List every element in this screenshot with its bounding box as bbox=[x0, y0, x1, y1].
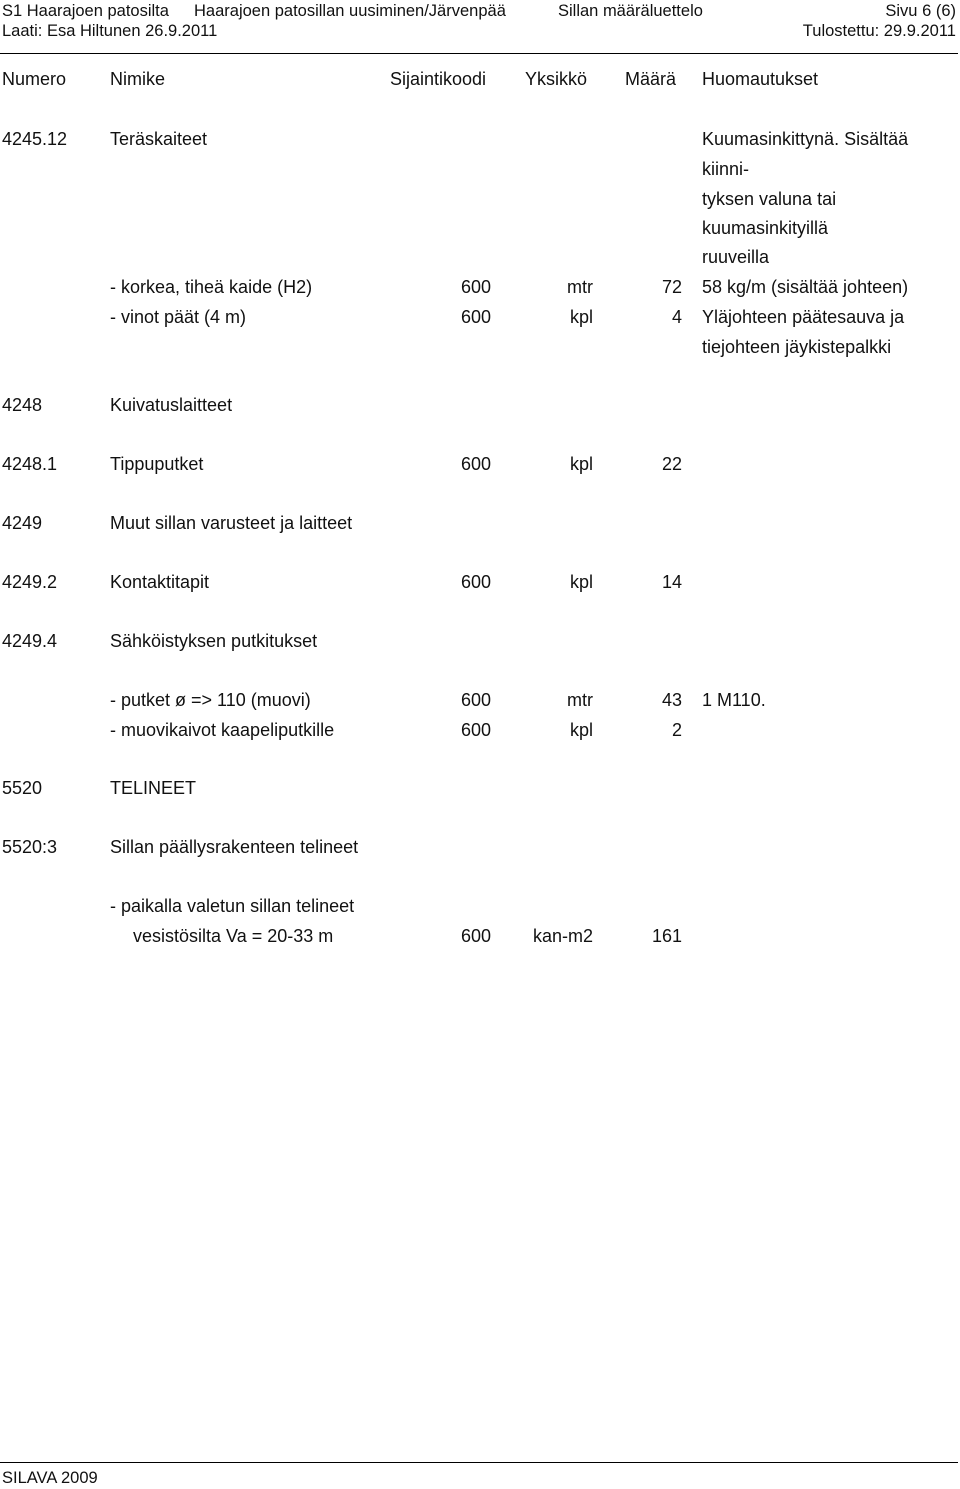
row-number: 4249.4 bbox=[2, 631, 58, 651]
row-name: - korkea, tiheä kaide (H2) bbox=[110, 277, 313, 297]
header-doc-code: S1 Haarajoen patosilta bbox=[2, 2, 169, 20]
row-name: Sähköistyksen putkitukset bbox=[110, 631, 318, 651]
column-headings bbox=[0, 64, 960, 94]
table-row bbox=[0, 272, 960, 302]
row-number: 4245.12 bbox=[2, 129, 68, 149]
row-name: Muut sillan varusteet ja laitteet bbox=[110, 513, 353, 533]
table-row bbox=[0, 567, 960, 597]
table-row bbox=[0, 685, 960, 715]
row-unit: mtr bbox=[567, 277, 593, 297]
row-unit: kpl bbox=[569, 307, 593, 327]
row-name: Tippuputket bbox=[110, 454, 204, 474]
header-rule bbox=[0, 53, 958, 54]
table-row bbox=[0, 124, 960, 154]
row-name: - vinot päät (4 m) bbox=[110, 307, 247, 327]
row-name: Kuivatuslaitteet bbox=[110, 395, 233, 415]
row-unit: kan-m2 bbox=[532, 926, 593, 946]
column-notes: Huomautukset bbox=[702, 69, 819, 89]
row-unit: mtr bbox=[567, 690, 593, 710]
row-quantity: 2 bbox=[671, 720, 682, 740]
table-row bbox=[0, 715, 960, 745]
row-quantity: 161 bbox=[651, 926, 682, 946]
table-row bbox=[0, 508, 960, 538]
row-number: 4249.2 bbox=[2, 572, 58, 592]
table-row bbox=[0, 449, 960, 479]
row-number: 4248 bbox=[2, 395, 43, 415]
header-doc-type: Sillan määräluettelo bbox=[558, 2, 703, 20]
row-name: Kontaktitapit bbox=[110, 572, 210, 592]
header-printed-date: Tulostettu: 29.9.2011 bbox=[802, 22, 956, 40]
row-note: Yläjohteen päätesauva ja bbox=[702, 307, 905, 327]
row-quantity: 4 bbox=[671, 307, 682, 327]
header-project: Haarajoen patosillan uusiminen/Järvenpää bbox=[194, 2, 506, 20]
row-note: kiinni- bbox=[702, 159, 750, 179]
table-row bbox=[0, 302, 960, 332]
row-name: TELINEET bbox=[110, 778, 197, 798]
row-note: ruuveilla bbox=[702, 247, 770, 267]
row-quantity: 72 bbox=[661, 277, 682, 297]
row-unit: kpl bbox=[569, 572, 593, 592]
row-location-code: 600 bbox=[461, 277, 492, 297]
row-note: kuumasinkityillä bbox=[702, 218, 829, 238]
table-row bbox=[0, 332, 960, 362]
row-location-code: 600 bbox=[461, 572, 492, 592]
row-quantity: 14 bbox=[661, 572, 682, 592]
row-location-code: 600 bbox=[461, 720, 492, 740]
table-row bbox=[0, 213, 960, 243]
row-name: - putket ø => 110 (muovi) bbox=[110, 690, 311, 710]
row-number: 4249 bbox=[2, 513, 43, 533]
table-row bbox=[0, 773, 960, 803]
row-name: Teräskaiteet bbox=[110, 129, 208, 149]
row-note: 58 kg/m (sisältää johteen) bbox=[702, 277, 909, 297]
table-row bbox=[0, 626, 960, 656]
column-name: Nimike bbox=[110, 69, 166, 89]
row-location-code: 600 bbox=[461, 454, 492, 474]
row-number: 5520:3 bbox=[2, 837, 58, 857]
row-note: tiejohteen jäykistepalkki bbox=[702, 337, 892, 357]
header-page-number: Sivu 6 (6) bbox=[885, 2, 956, 20]
row-name: vesistösilta Va = 20-33 m bbox=[133, 926, 334, 946]
row-number: 4248.1 bbox=[2, 454, 58, 474]
row-note: 1 M110. bbox=[702, 690, 766, 710]
table-row bbox=[0, 242, 960, 272]
row-quantity: 43 bbox=[661, 690, 682, 710]
footer-rule bbox=[0, 1462, 958, 1463]
row-name: - muovikaivot kaapeliputkille bbox=[110, 720, 335, 740]
row-unit: kpl bbox=[569, 454, 593, 474]
table-row bbox=[0, 390, 960, 420]
row-name: - paikalla valetun sillan telineet bbox=[110, 896, 355, 916]
row-location-code: 600 bbox=[461, 926, 492, 946]
table-row bbox=[0, 184, 960, 214]
column-quantity: Määrä bbox=[625, 69, 677, 89]
table-row bbox=[0, 832, 960, 862]
row-unit: kpl bbox=[569, 720, 593, 740]
row-note: Kuumasinkittynä. Sisältää bbox=[702, 129, 909, 149]
table-row bbox=[0, 154, 960, 184]
row-location-code: 600 bbox=[461, 307, 492, 327]
row-quantity: 22 bbox=[661, 454, 682, 474]
row-number: 5520 bbox=[2, 778, 43, 798]
row-location-code: 600 bbox=[461, 690, 492, 710]
row-note: tyksen valuna tai bbox=[702, 189, 837, 209]
row-name: Sillan päällysrakenteen telineet bbox=[110, 837, 359, 857]
column-number: Numero bbox=[2, 69, 67, 89]
table-row bbox=[0, 891, 960, 921]
column-unit: Yksikkö bbox=[525, 69, 588, 89]
footer-software: SILAVA 2009 bbox=[2, 1469, 98, 1487]
header-author: Laati: Esa Hiltunen 26.9.2011 bbox=[2, 22, 218, 40]
table-row bbox=[0, 921, 960, 951]
column-location: Sijaintikoodi bbox=[390, 69, 487, 89]
